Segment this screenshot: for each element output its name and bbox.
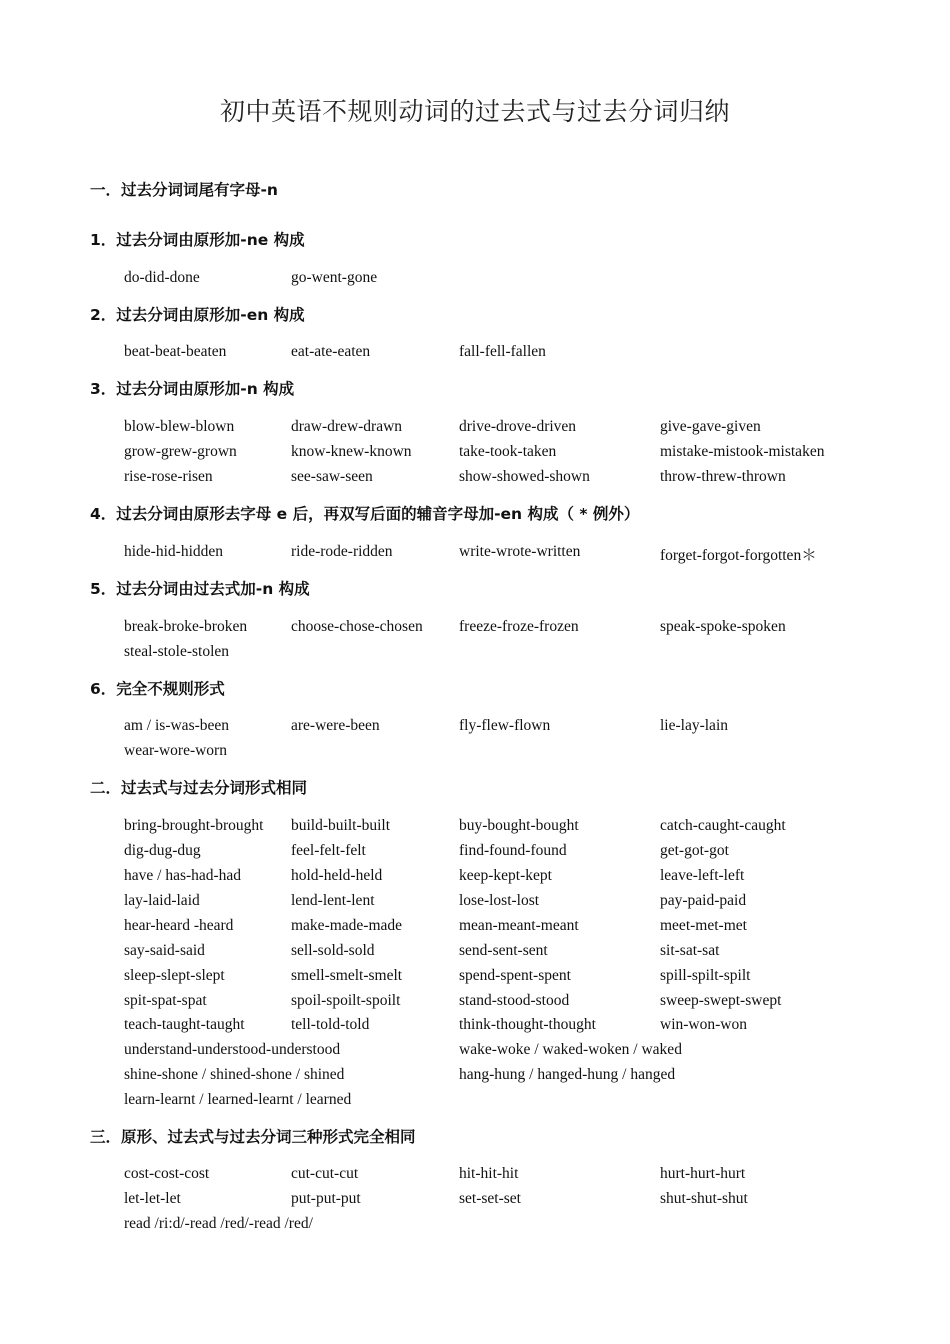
verb-entry: draw-drew-drawn xyxy=(291,418,403,435)
verb-entry: hit-hit-hit xyxy=(459,1165,519,1182)
verb-entry: see-saw-seen xyxy=(291,468,373,485)
verb-entry: wear-wore-worn xyxy=(124,742,227,759)
verb-entry: shut-shut-shut xyxy=(660,1190,748,1207)
verb-entry: dig-dug-dug xyxy=(124,842,201,859)
verb-entry: eat-ate-eaten xyxy=(291,343,371,360)
verb-entry: sit-sat-sat xyxy=(660,942,720,959)
verb-row xyxy=(0,1016,950,1038)
verb-entry: ride-rode-ridden xyxy=(291,543,393,560)
verb-row xyxy=(0,418,950,440)
verb-entry: hold-held-held xyxy=(291,867,383,884)
verb-row xyxy=(0,1190,950,1212)
subsection-heading-1: 1．过去分词由原形加-ne 构成 xyxy=(90,231,305,249)
verb-entry: make-made-made xyxy=(291,917,403,934)
verb-row xyxy=(0,817,950,839)
verb-entry: read /ri:d/-read /red/-read /red/ xyxy=(124,1215,313,1232)
verb-entry: feel-felt-felt xyxy=(291,842,366,859)
verb-entry: lose-lost-lost xyxy=(459,892,540,909)
section-heading-1: 一．过去分词词尾有字母-n xyxy=(90,181,278,199)
verb-row xyxy=(0,717,950,739)
verb-entry: set-set-set xyxy=(459,1190,521,1207)
verb-row xyxy=(0,967,950,989)
verb-entry: am / is-was-been xyxy=(124,717,230,734)
verb-entry: win-won-won xyxy=(660,1016,747,1033)
verb-entry: break-broke-broken xyxy=(124,618,248,635)
verb-entry: mistake-mistook-mistaken xyxy=(660,443,825,460)
verb-entry: send-sent-sent xyxy=(459,942,548,959)
verb-entry: fly-flew-flown xyxy=(459,717,551,734)
verb-entry: let-let-let xyxy=(124,1190,181,1207)
verb-entry: beat-beat-beaten xyxy=(124,343,227,360)
verb-entry: take-took-taken xyxy=(459,443,557,460)
verb-entry: learn-learnt / learned-learnt / learned xyxy=(124,1091,352,1108)
verb-entry: buy-bought-bought xyxy=(459,817,579,834)
verb-entry: grow-grew-grown xyxy=(124,443,237,460)
verb-entry: fall-fell-fallen xyxy=(459,343,546,360)
verb-entry: spit-spat-spat xyxy=(124,992,207,1009)
verb-entry: build-built-built xyxy=(291,817,391,834)
verb-entry: forget-forgot-forgotten＊ xyxy=(660,547,817,564)
verb-entry: show-showed-shown xyxy=(459,468,590,485)
verb-entry: spend-spent-spent xyxy=(459,967,571,984)
verb-entry: smell-smelt-smelt xyxy=(291,967,403,984)
verb-entry: understand-understood-understood xyxy=(124,1041,341,1058)
verb-entry: hide-hid-hidden xyxy=(124,543,224,560)
verb-row xyxy=(0,543,950,565)
verb-entry: tell-told-told xyxy=(291,1016,370,1033)
verb-entry: think-thought-thought xyxy=(459,1016,596,1033)
verb-entry: find-found-found xyxy=(459,842,567,859)
verb-entry: bring-brought-brought xyxy=(124,817,264,834)
verb-entry: rise-rose-risen xyxy=(124,468,213,485)
verb-entry: give-gave-given xyxy=(660,418,761,435)
verb-entry: sell-sold-sold xyxy=(291,942,375,959)
verb-entry: write-wrote-written xyxy=(459,543,581,560)
verb-row xyxy=(0,443,950,465)
verb-row xyxy=(0,842,950,864)
verb-entry: throw-threw-thrown xyxy=(660,468,786,485)
verb-entry: cut-cut-cut xyxy=(291,1165,359,1182)
verb-entry: spoil-spoilt-spoilt xyxy=(291,992,401,1009)
verb-entry: spill-spilt-spilt xyxy=(660,967,751,984)
subsection-heading-3: 3．过去分词由原形加-n 构成 xyxy=(90,380,295,398)
verb-entry: know-knew-known xyxy=(291,443,412,460)
verb-row xyxy=(0,618,950,640)
verb-row xyxy=(0,1165,950,1187)
page-title: 初中英语不规则动词的过去式与过去分词归纳 xyxy=(219,97,730,126)
verb-entry: hurt-hurt-hurt xyxy=(660,1165,746,1182)
verb-row xyxy=(0,343,950,365)
verb-entry: catch-caught-caught xyxy=(660,817,786,834)
verb-entry: meet-met-met xyxy=(660,917,747,934)
verb-entry: drive-drove-driven xyxy=(459,418,577,435)
verb-row xyxy=(0,1091,950,1113)
verb-entry: stand-stood-stood xyxy=(459,992,570,1009)
verb-entry: cost-cost-cost xyxy=(124,1165,210,1182)
verb-row xyxy=(0,867,950,889)
verb-row xyxy=(0,992,950,1014)
verb-entry: leave-left-left xyxy=(660,867,745,884)
verb-entry: do-did-done xyxy=(124,269,200,286)
verb-entry: steal-stole-stolen xyxy=(124,643,230,660)
verb-entry: teach-taught-taught xyxy=(124,1016,245,1033)
verb-entry: lie-lay-lain xyxy=(660,717,728,734)
verb-row xyxy=(0,917,950,939)
section-heading-3: 三．原形、过去式与过去分词三种形式完全相同 xyxy=(90,1128,416,1146)
verb-row xyxy=(0,892,950,914)
subsection-heading-6: 6．完全不规则形式 xyxy=(90,680,225,698)
verb-entry: freeze-froze-frozen xyxy=(459,618,579,635)
verb-row xyxy=(0,1041,950,1063)
verb-entry: have / has-had-had xyxy=(124,867,242,884)
verb-row xyxy=(0,468,950,490)
verb-entry: lend-lent-lent xyxy=(291,892,375,909)
verb-entry: hang-hung / hanged-hung / hanged xyxy=(459,1066,676,1083)
subsection-heading-4: 4．过去分词由原形去字母 e 后，再双写后面的辅音字母加-en 构成（ * 例外） xyxy=(90,505,640,523)
verb-row xyxy=(0,1066,950,1088)
verb-row xyxy=(0,1215,950,1237)
verb-entry: put-put-put xyxy=(291,1190,361,1207)
section-heading-2: 二．过去式与过去分词形式相同 xyxy=(90,779,308,797)
subsection-heading-2: 2．过去分词由原形加-en 构成 xyxy=(90,306,305,324)
verb-entry: sweep-swept-swept xyxy=(660,992,782,1009)
verb-entry: mean-meant-meant xyxy=(459,917,579,934)
verb-entry: lay-laid-laid xyxy=(124,892,200,909)
verb-entry: pay-paid-paid xyxy=(660,892,747,909)
verb-entry: get-got-got xyxy=(660,842,729,859)
verb-entry: are-were-been xyxy=(291,717,380,734)
verb-row xyxy=(0,643,950,665)
verb-row xyxy=(0,269,950,291)
verb-entry: choose-chose-chosen xyxy=(291,618,423,635)
verb-entry: wake-woke / waked-woken / waked xyxy=(459,1041,682,1058)
subsection-heading-5: 5．过去分词由过去式加-n 构成 xyxy=(90,580,310,598)
verb-row xyxy=(0,942,950,964)
verb-entry: speak-spoke-spoken xyxy=(660,618,786,635)
verb-entry: go-went-gone xyxy=(291,269,378,286)
verb-row xyxy=(0,742,950,764)
verb-entry: keep-kept-kept xyxy=(459,867,552,884)
verb-entry: shine-shone / shined-shone / shined xyxy=(124,1066,345,1083)
verb-entry: sleep-slept-slept xyxy=(124,967,225,984)
verb-entry: hear-heard -heard xyxy=(124,917,234,934)
verb-entry: say-said-said xyxy=(124,942,205,959)
verb-entry: blow-blew-blown xyxy=(124,418,235,435)
